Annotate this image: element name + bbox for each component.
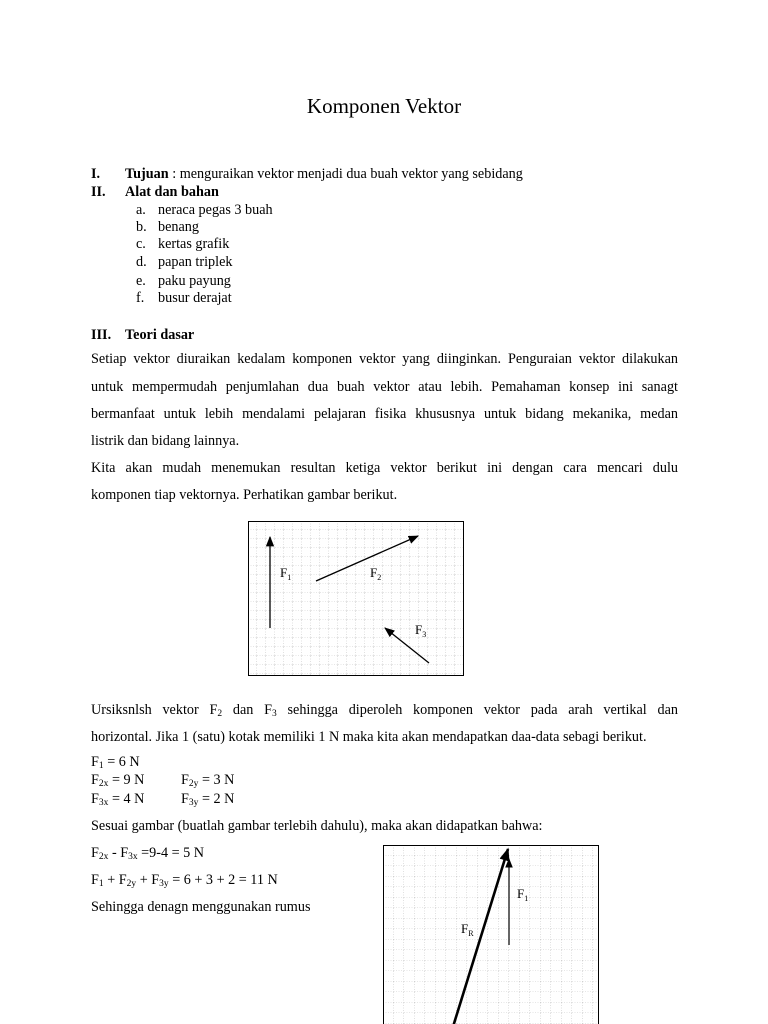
list-letter: c. bbox=[136, 236, 146, 252]
vector-figure-1 bbox=[248, 521, 464, 676]
value-f1: $F_1 = 6$ N bbox=[91, 754, 140, 771]
section-number: III. bbox=[91, 327, 112, 343]
label-f2: $F_2$ bbox=[370, 565, 382, 582]
section-1-line bbox=[125, 165, 523, 183]
paragraph-line: komponen tiap vektornya. Perhatikan gambar berikut. bbox=[91, 487, 398, 503]
section-label: Tujuan bbox=[125, 166, 169, 182]
label-fr: $F_R$ bbox=[461, 921, 474, 938]
list-item: benang bbox=[158, 219, 199, 235]
value-f2x: $F_{2x} = 9$ N bbox=[91, 772, 145, 789]
page-title: Komponen Vektor bbox=[306, 94, 462, 118]
value-f2y: $F_{2y} = 3$ N bbox=[181, 772, 235, 789]
list-item: busur derajat bbox=[158, 290, 232, 306]
vector-figure-2 bbox=[383, 845, 599, 1024]
section-label: Alat dan bahan bbox=[125, 184, 219, 200]
paragraph-line: Sehingga denagn menggunakan rumus bbox=[91, 899, 311, 915]
list-letter: a. bbox=[136, 202, 146, 218]
label-f1: $F_1$ bbox=[280, 565, 292, 582]
list-item: paku payung bbox=[158, 273, 231, 289]
list-item: neraca pegas 3 buah bbox=[158, 202, 273, 218]
section-number: I. bbox=[91, 166, 101, 182]
section-label: Teori dasar bbox=[125, 327, 195, 343]
list-item: papan triplek bbox=[158, 254, 233, 270]
list-letter: d. bbox=[136, 254, 147, 270]
paragraph-line: bermanfaat untuk lebih mendalami pelajaran fisika khususnya untuk bidang mekanika, medan bbox=[91, 406, 678, 422]
paragraph-line: Sesuai gambar (buatlah gambar terlebih dahulu), maka akan didapatkan bahwa: bbox=[91, 818, 543, 834]
section-number: II. bbox=[91, 184, 106, 200]
paragraph-line: Ursiksnlsh vektor $F_2$ dan $F_3$ sehingga diperoleh komponen vektor pada arah vertikal dan bbox=[91, 702, 678, 719]
value-f3x: $F_{3x} = 4$ N bbox=[91, 791, 145, 808]
list-letter: b. bbox=[136, 219, 147, 235]
list-letter: e. bbox=[136, 273, 146, 289]
paragraph-line: horizontal. Jika 1 (satu) kotak memiliki 1 N maka kita akan mendapatkan daa-data sebagi berikut. bbox=[91, 729, 647, 745]
paragraph-line: Setiap vektor diuraikan kedalam komponen vektor yang diinginkan. Penguraian vektor dilakukan bbox=[91, 351, 678, 367]
list-letter: f. bbox=[136, 290, 145, 306]
paragraph-line: Kita akan mudah menemukan resultan ketiga vektor berikut ini dengan cara mencari dulu bbox=[91, 460, 678, 476]
paragraph-line: listrik dan bidang lainnya. bbox=[91, 433, 240, 449]
label-f1: $F_1$ bbox=[517, 886, 529, 903]
section-text: : menguraikan vektor menjadi dua buah vektor yang sebidang bbox=[168, 166, 523, 182]
paragraph-line: untuk mempermudah penjumlahan dua buah vektor atau lebih. Pemahaman konsep ini sanagt bbox=[91, 379, 678, 395]
equation-horizontal: $F_{2x} - F_{3x} =9-4 = 5$ N bbox=[91, 845, 205, 862]
list-item: kertas grafik bbox=[158, 236, 230, 252]
equation-vertical: $F_1 + F_{2y} + F_{3y} = 6 + 3 + 2 = 11$ N bbox=[91, 872, 278, 889]
value-f3y: $F_{3y} = 2$ N bbox=[181, 791, 235, 808]
label-f3: $F_3$ bbox=[415, 622, 427, 639]
